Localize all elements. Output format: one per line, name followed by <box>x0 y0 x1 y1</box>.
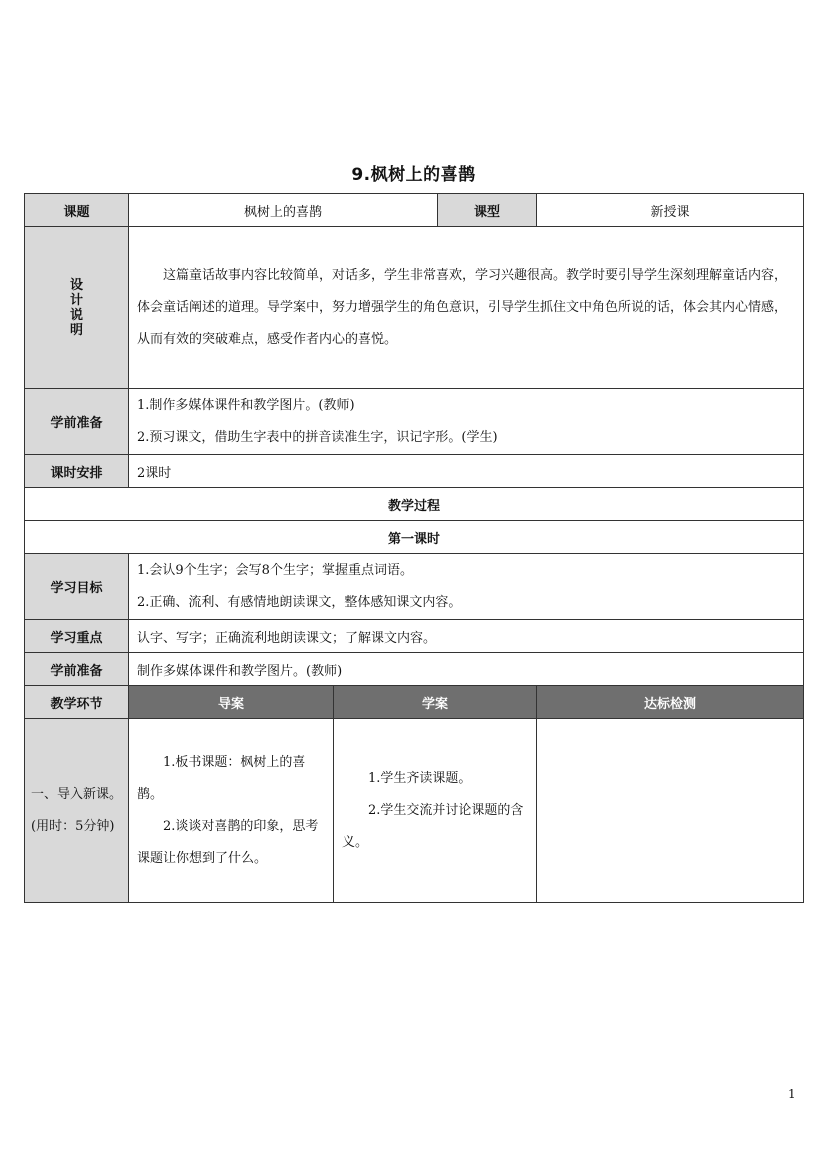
schedule-value: 2课时 <box>129 455 804 488</box>
study-item: 2.学生交流并讨论课题的含义。 <box>342 802 524 850</box>
page-number: 1 <box>788 1087 796 1101</box>
prep2-value: 制作多媒体课件和教学图片。(教师) <box>129 653 804 686</box>
lesson-plan-table <box>24 193 804 903</box>
type-label: 课型 <box>438 194 537 227</box>
prep-item: 1.制作多媒体课件和教学图片。(教师) <box>137 397 355 413</box>
focus-label: 学习重点 <box>25 620 129 653</box>
prep-label: 学前准备 <box>25 389 129 455</box>
goals-row <box>25 554 804 620</box>
goals-label: 学习目标 <box>25 554 129 620</box>
lesson-title: 第一课时 <box>25 521 804 554</box>
step1-study <box>334 719 537 903</box>
prep-items <box>129 389 804 455</box>
topic-row <box>25 194 804 227</box>
goal-item: 2.正确、流利、有感情地朗读课文，整体感知课文内容。 <box>137 594 462 610</box>
design-label <box>25 227 129 389</box>
col-study: 学案 <box>334 686 537 719</box>
prep2-label: 学前准备 <box>25 653 129 686</box>
col-guide: 导案 <box>129 686 334 719</box>
design-text: 这篇童话故事内容比较简单，对话多，学生非常喜欢，学习兴趣很高。教学时要引导学生深刻理解童话内容，体会童话阐述的道理。导学案中，努力增强学生的角色意识，引导学生抓住文中角色所说的话，体会其内心情感，从而有效的突破难点，感受作者内心的喜悦。 <box>137 267 788 347</box>
columns-header-row <box>25 686 804 719</box>
schedule-row <box>25 455 804 488</box>
step1-check <box>537 719 804 903</box>
design-text-cell <box>129 227 804 389</box>
design-row <box>25 227 804 389</box>
step1-stage: 一、导入新课。(用时：5分钟) <box>25 719 129 903</box>
col-check: 达标检测 <box>537 686 804 719</box>
type-value: 新授课 <box>537 194 804 227</box>
focus-row <box>25 620 804 653</box>
topic-value: 枫树上的喜鹊 <box>129 194 438 227</box>
lesson-title-row <box>25 521 804 554</box>
process-title: 教学过程 <box>25 488 804 521</box>
focus-value: 认字、写字；正确流利地朗读课文；了解课文内容。 <box>129 620 804 653</box>
col-stage: 教学环节 <box>25 686 129 719</box>
prep-item: 2.预习课文，借助生字表中的拼音读准生字，识记字形。(学生) <box>137 429 498 445</box>
prep-row <box>25 389 804 455</box>
page-title: 9.枫树上的喜鹊 <box>351 165 476 185</box>
topic-label: 课题 <box>25 194 129 227</box>
process-title-row <box>25 488 804 521</box>
goals-items <box>129 554 804 620</box>
prep2-row <box>25 653 804 686</box>
step1-row <box>25 719 804 903</box>
design-label-text: 设计说明 <box>69 277 83 338</box>
guide-item: 1.板书课题：枫树上的喜鹊。 <box>137 754 306 802</box>
guide-item: 2.谈谈对喜鹊的印象，思考课题让你想到了什么。 <box>137 818 319 866</box>
goal-item: 1.会认9个生字；会写8个生字；掌握重点词语。 <box>137 562 413 578</box>
step1-guide <box>129 719 334 903</box>
study-item: 1.学生齐读课题。 <box>368 770 472 786</box>
schedule-label: 课时安排 <box>25 455 129 488</box>
